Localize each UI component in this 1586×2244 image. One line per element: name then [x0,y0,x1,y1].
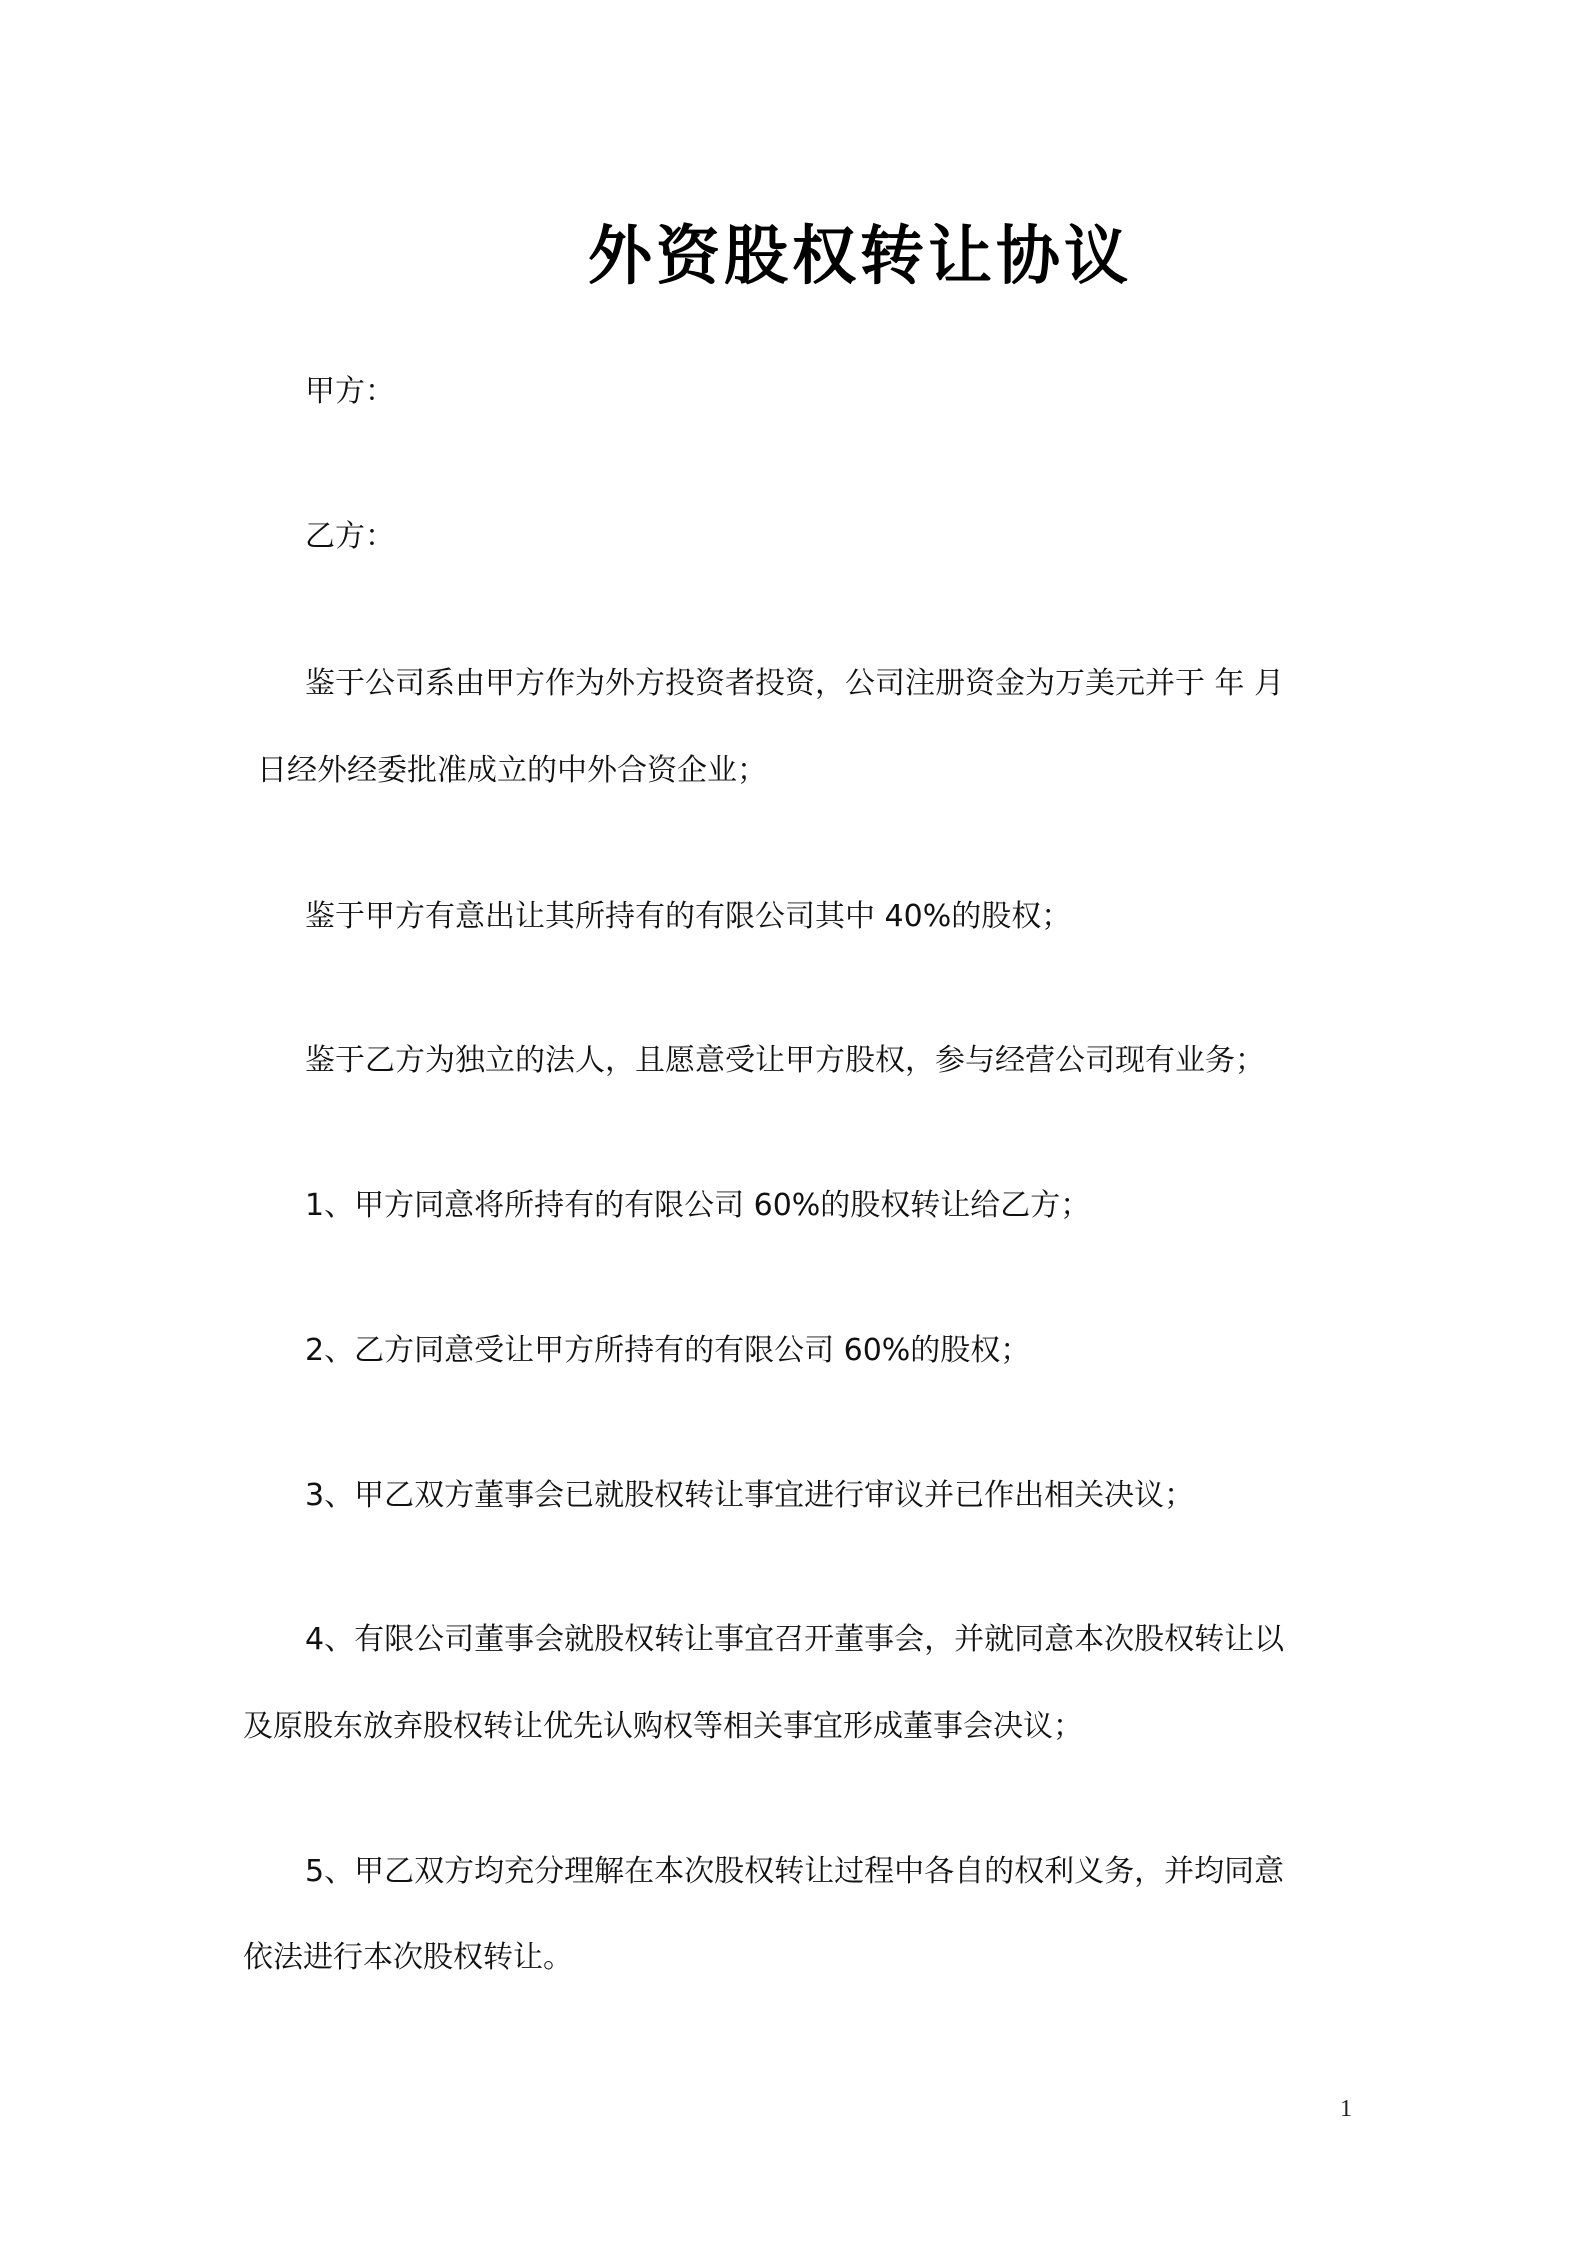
whereas-2: 鉴于甲方有意出让其所持有的有限公司其中 40%的股权； [305,899,1072,934]
document-title: 外资股权转让协议 [588,220,1132,294]
clause-4-line-1: 4、有限公司董事会就股权转让事宜召开董事会，并就同意本次股权转让以 [305,1622,1285,1657]
whereas-1-line-2: 日经外经委批准成立的中外合资企业； [257,753,767,788]
whereas-3: 鉴于乙方为独立的法人，且愿意受让甲方股权，参与经营公司现有业务； [305,1043,1265,1078]
whereas-1-line-1: 鉴于公司系由甲方作为外方投资者投资，公司注册资金为万美元并于 年 月 [305,666,1285,701]
clause-1: 1、甲方同意将所持有的有限公司 60%的股权转让给乙方； [305,1188,1091,1223]
clause-5-line-2: 依法进行本次股权转让。 [243,1940,573,1975]
page-number: 1 [1340,2096,1352,2122]
clause-2: 2、乙方同意受让甲方所持有的有限公司 60%的股权； [305,1333,1031,1368]
party-b-label: 乙方： [305,519,395,554]
clause-5-line-1: 5、甲乙双方均充分理解在本次股权转让过程中各自的权利义务，并均同意 [305,1854,1285,1889]
party-a-label: 甲方： [305,374,395,409]
clause-3: 3、甲乙双方董事会已就股权转让事宜进行审议并已作出相关决议； [305,1478,1195,1513]
clause-4-line-2: 及原股东放弃股权转让优先认购权等相关事宜形成董事会决议； [243,1709,1083,1744]
